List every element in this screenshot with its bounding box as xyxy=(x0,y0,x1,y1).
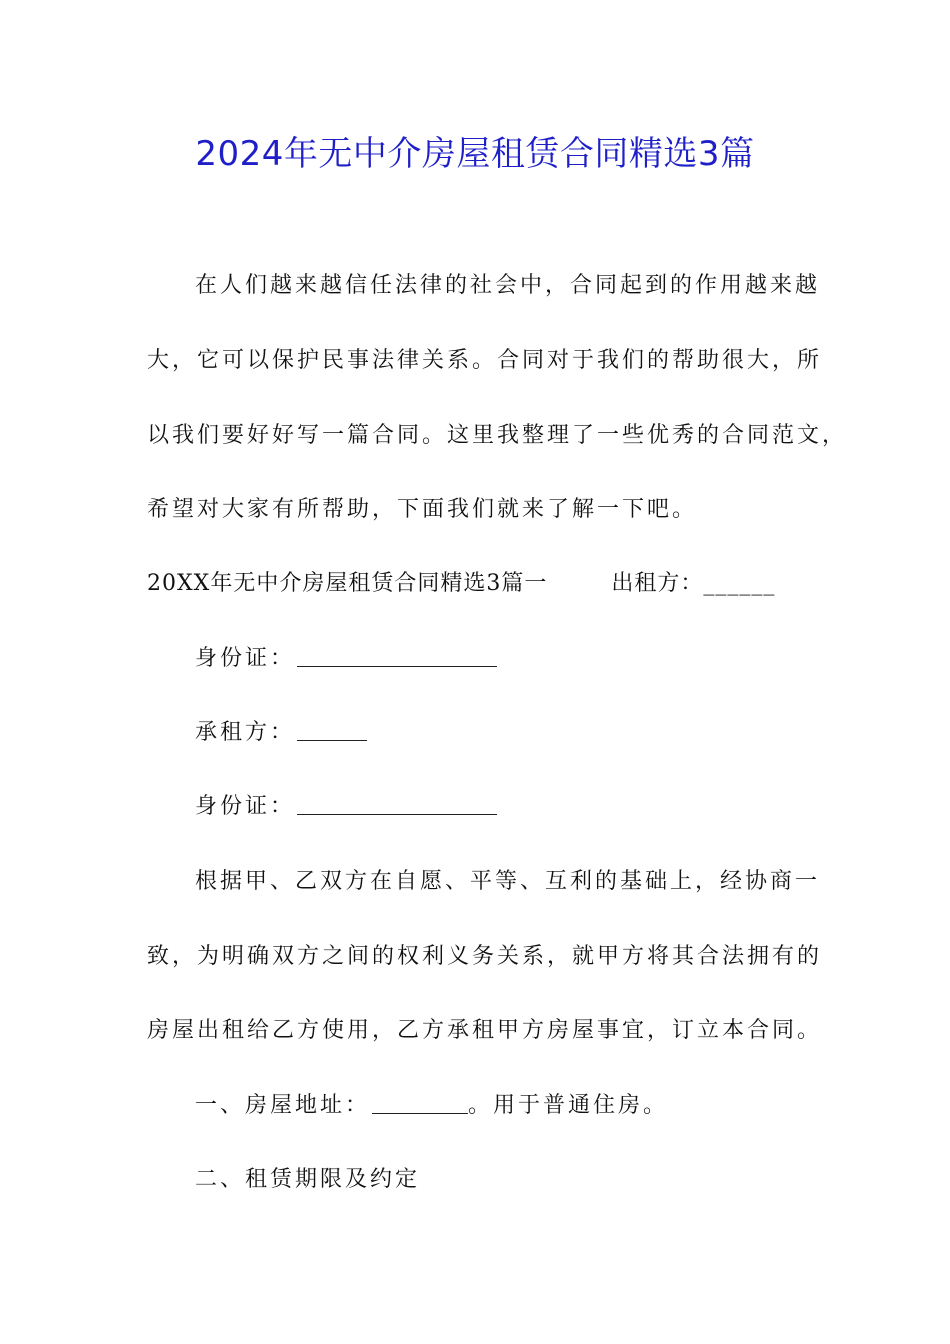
agreement-line-1: 根据甲、乙双方在自愿、平等、互利的基础上，经协商一 xyxy=(195,869,821,894)
intro-line-1: 在人们越来越信任法律的社会中，合同起到的作用越来越 xyxy=(195,273,821,298)
intro-line-4: 希望对大家有所帮助，下面我们就来了解一下吧。 xyxy=(147,497,698,522)
id-label: 身份证： xyxy=(195,794,296,819)
id-label: 身份证： xyxy=(195,646,296,671)
clause-1-prefix: 一、房屋地址： xyxy=(195,1093,371,1118)
clause-1 xyxy=(195,1090,668,1122)
clause-1-suffix: 。用于普通住房。 xyxy=(468,1093,669,1118)
lessee-blank-line xyxy=(297,718,367,741)
address-blank-line xyxy=(372,1091,468,1114)
lessor-label: 出租方：______ xyxy=(611,571,776,596)
lessee-label: 承租方： xyxy=(195,720,296,745)
lessee-row xyxy=(195,717,367,749)
agreement-line-3: 房屋出租给乙方使用，乙方承租甲方房屋事宜，订立本合同。 xyxy=(147,1018,823,1043)
id-row-1 xyxy=(195,643,497,675)
id-blank-line xyxy=(297,792,497,815)
section-heading-row xyxy=(147,568,775,600)
intro-line-3: 以我们要好好写一篇合同。这里我整理了一些优秀的合同范文， xyxy=(147,423,848,448)
id-row-2 xyxy=(195,791,497,823)
section-heading: 20XX年无中介房屋租赁合同精选3篇一 xyxy=(147,571,548,596)
agreement-line-2: 致，为明确双方之间的权利义务关系，就甲方将其合法拥有的 xyxy=(147,944,823,969)
intro-line-2: 大，它可以保护民事法律关系。合同对于我们的帮助很大，所 xyxy=(147,348,823,373)
clause-2: 二、租赁期限及约定 xyxy=(195,1167,421,1192)
document-title: 2024年无中介房屋租赁合同精选3篇 xyxy=(195,134,755,174)
id-blank-line xyxy=(297,644,497,667)
